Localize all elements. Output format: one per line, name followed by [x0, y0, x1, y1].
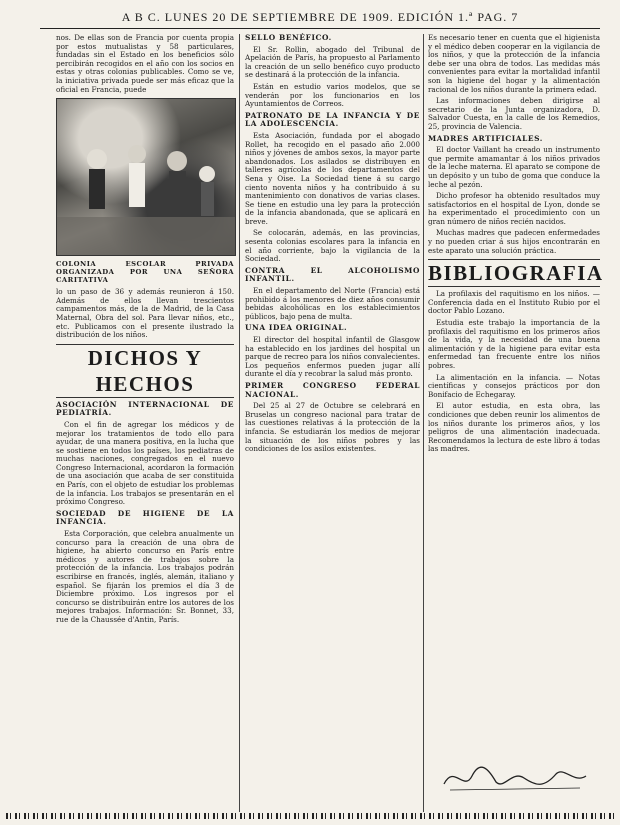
article-paragraph: Esta Corporación, que celebra anualmente un concurso para la creación de una obra de higiene, ha abierto concurso en París entre médicos y autores de trabajos sobre la protección de la infancia. Los trabajos podrán escribirse en francés, inglés, alemán, italiano y español. Se fijarán los premios el día 3 de Diciembre próximo. Los ingresos por el concurso se distribuirán entre los autores de los mejores trabajos. Información: Sr. Bonnet, 33, rue de la Chaussée d'Antin, París.	[56, 529, 234, 624]
subheading: SOCIEDAD DE HIGIENE DE LA INFANCIA.	[56, 508, 234, 527]
bibliography-title: BIBLIOGRAFIA	[428, 261, 604, 286]
article-paragraph: Con el fin de agregar los médicos y de mejorar los tratamientos de todo ello para ayudar, de una manera positiva, en la lucha que se sostiene en todos los países, los pediatras de muchas naciones, congregados en el nuevo Congreso Internacional, acordaron la formación de una asociación que acaba de ser constituida en París, con el objeto de estudiar los problemas de la infancia. Los trabajos se presentarán en el próximo Congreso.	[56, 419, 234, 507]
article-paragraph: El Sr. Rollin, abogado del Tribunal de Apelación de París, ha propuesto al Parlamento la creación de un sello benéfico cuyo producto se destinará á la protección de la infancia.	[245, 44, 420, 80]
subheading: ASOCIACIÓN INTERNACIONAL DE PEDIATRÍA.	[56, 399, 234, 418]
footer-strip	[6, 813, 614, 819]
article-paragraph: El doctor Vaillant ha creado un instrumento que permite amamantar á los niños privados de la leche materna. El aparato se compone de un depósito y un tubo de goma que conduce la leche al pezón.	[428, 145, 600, 189]
article-paragraph: nos. De ellas son de Francia por cuenta propia por estos mutualistas y 58 particulares, fundadas sin el Estado en los beneficios sólo percibirán recogidos en el año con los socios en estas y otras colonias publicables. Como se ve, la iniciativa privada puede ser más eficaz que la oficial en Francia, puede	[56, 33, 234, 94]
handwritten-signature	[440, 758, 590, 796]
column-divider	[239, 34, 240, 812]
subheading: PATRONATO DE LA INFANCIA Y DE LA ADOLESCENCIA.	[245, 110, 420, 129]
article-paragraph: Muchas madres que padecen enfermedades y no pueden criar á sus hijos encontrarán en este aparato una solución práctica.	[428, 228, 600, 255]
article-paragraph: Es necesario tener en cuenta que el higienista y el médico deben cooperar en la vigilancia de los niños, y que la protección de la infancia debe ser una obra de todos. Las medidas más convenientes para evitar la mortalidad infantil son la higiene del hogar y la alimentación racional de los niños durante la primera edad.	[428, 33, 600, 94]
article-paragraph: El autor estudia, en esta obra, las condiciones que deben reunir los alimentos de los niños durante los primeros años, y los peligros de una alimentación inadecuada. Recomendamos la lectura de este libro á todas las madres.	[428, 401, 600, 454]
article-paragraph: La alimentación en la infancia. — Notas científicas y consejos prácticos por don Bonifacio de Echegaray.	[428, 372, 600, 399]
subheading: UNA IDEA ORIGINAL.	[245, 323, 348, 333]
article-paragraph: Se colocarán, además, en las provincias, sesenta colonias escolares para la infancia en el año corriente, bajo la vigilancia de la Sociedad.	[245, 228, 420, 264]
column-middle	[245, 34, 420, 457]
photo-figures	[57, 99, 235, 255]
article-paragraph: Dicho profesor ha obtenido resultados muy satisfactorios en el hospital de Lyon, donde se ha experimentado el procedimiento con un gran número de niños recién nacidos.	[428, 191, 600, 226]
page-header: A B C. LUNES 20 DE SEPTIEMBRE DE 1909. EDICIÓN 1.ª PAG. 7	[40, 6, 600, 29]
photo-caption: COLONIA ESCOLAR PRIVADA ORGANIZADA POR UNA SEÑORA CARITATIVA	[56, 260, 234, 285]
article-paragraph: Están en estudio varios modelos, que se venderán por los funcionarios en los Ayuntamientos de Correos.	[245, 81, 420, 109]
subheading: PRIMER CONGRESO FEDERAL NACIONAL.	[245, 380, 420, 399]
article-paragraph: El director del hospital infantil de Glasgow ha establecido en los jardines del hospital un parque de recreo para los niños convalecientes. Los pequeños enfermos pueden jugar allí durante el día y recobrar la salud más pronto.	[245, 335, 420, 379]
column-divider	[423, 34, 424, 812]
article-paragraph: lo un paso de 36 y además reunieron á 150. Además de ellos llevan trescientos campamentos más, de la de Madrid, de la Casa Maternal, Obra del sol. Para llevar niños, etc., etc. Publicamos con el presente ilustrado la distribución de los niños.	[56, 287, 234, 340]
article-paragraph: La profilaxis del raquitismo en los niños. — Conferencia dada en el Instituto Rubio por el doctor Pablo Lozano.	[428, 289, 600, 316]
article-paragraph: Esta Asociación, fundada por el abogado Rollet, ha recogido en el pasado año 2.000 niños y jóvenes de ambos sexos, la mayor parte abandonados. Los asilados se distribuyen en talleres agrícolas de los departamentos del Sena y Oise. La Sociedad tiene á su cargo ciento noventa niños y ha contribuido á su mantenimiento con donativos de varias clases. Se tiene en estudio una ley para la protección de la infancia abandonada, que se aplicará en breve.	[245, 130, 420, 226]
subheading: MADRES ARTIFICIALES.	[428, 133, 543, 143]
column-left	[56, 34, 234, 628]
article-paragraph: Estudia este trabajo la importancia de la profilaxis del raquitismo en los primeros años de la vida, y la necesidad de una buena alimentación y de la higiene para evitar esta enfermedad tan frecuente entre los niños pobres.	[428, 318, 600, 370]
article-paragraph: Las informaciones deben dirigirse al secretario de la Junta organizadora, D. Salvador Cuesta, en la calle de los Remedios, 25, provincia de Valencia.	[428, 96, 600, 131]
section-title: DICHOS Y HECHOS	[56, 344, 234, 398]
column-right	[428, 33, 604, 457]
article-paragraph: En el departamento del Norte (Francia) está prohibido á los menores de diez años consumir bebidas alcohólicas en los establecimientos públicos, bajo pena de multa.	[245, 286, 420, 321]
subheading: CONTRA EL ALCOHOLISMO INFANTIL.	[245, 265, 420, 284]
colony-photo	[56, 98, 236, 256]
subheading: SELLO BENÉFICO.	[245, 33, 332, 42]
article-paragraph: Del 25 al 27 de Octubre se celebrará en Bruselas un congreso nacional para tratar de las cuestiones relativas á la protección de la infancia. Se estudiarán los medios de mejorar la situación de los niños pobres y las condiciones de los asilos existentes.	[245, 401, 420, 454]
